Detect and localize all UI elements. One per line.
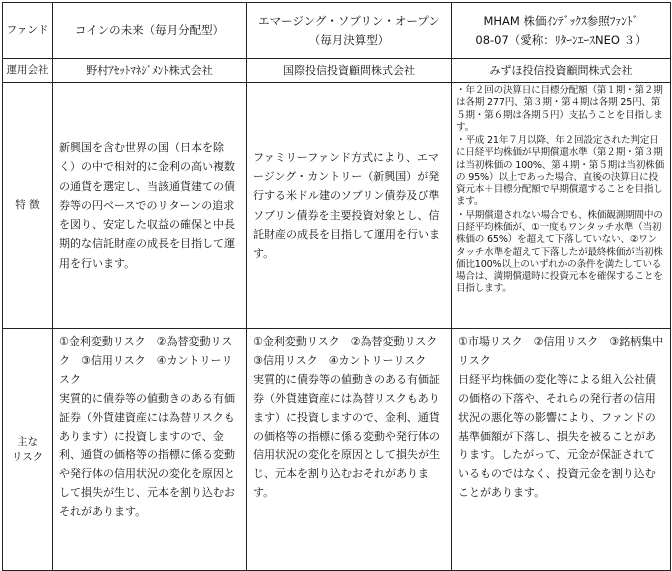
fund-1-features: 新興国を含む世界の国（日本を除く）の中で相対的に金利の高い複数の通貨を選定し、当該通貨建ての債券等の円ベースでのリターンの追求を図り、安定した収益の確保と中長期的な信託財産の成長を目指して運用を行います。 — [53, 83, 247, 329]
row-label-features: 特 徴 — [3, 83, 53, 329]
fund-2-features: ファミリーファンド方式により、エマージング・カントリー（新興国）が発行する米ドル建のソブリン債券及び準ソブリン債券を主要投資対象とし、信託財産の成長を目指して運用を行います。 — [247, 83, 452, 329]
row-label-company: 運用会社 — [3, 59, 53, 83]
fund-1-risks — [53, 329, 247, 571]
fund-2-risk-description: 実質的に債券等の値動きのある有価証券（外貨建資産には為替リスクもあります）に投資しますので、金利、通貨の価格等の指標に係る変動や発行体の信用状況の変化を原因として損失が生じ、元本を割り込むおそれがあります。 — [253, 372, 440, 500]
fund-1-company: 野村ｱｾｯﾄﾏﾈｼﾞﾒﾝﾄ株式会社 — [53, 59, 247, 83]
fund-3-risk-description: 日経平均株価の変化等による組入公社債の価格の下落や、それらの発行者の信用状況の悪化等の影響により、ファンドの基準価額が下落し、損失を被ることがあります。したがって、元金が保証されているものではなく、投資元金を割り込むことがあります。 — [458, 372, 656, 500]
row-label-risks-line2: リスク — [11, 450, 44, 463]
fund-3-risks — [452, 329, 671, 571]
fund-2-name-line2: （毎月決算型） — [308, 32, 390, 47]
fund-3-risk-list: ①市場リスク ②信用リスク ③銘柄集中リスク — [458, 335, 664, 367]
fund-2-risk-list: ①金利変動リスク ②為替変動リスク ③信用リスク ④カントリーリスク — [253, 335, 449, 367]
fund-2-company: 国際投信投資顧問株式会社 — [247, 59, 452, 83]
fund-3-features — [452, 83, 671, 329]
fund-3-feature-item: ・平成 21年７月以降、年２回設定された判定日に日経平均株価が早期償還水準（第２期・第３期は当初株価の 100%、第４期・第５期は当初株価の 95%）以上であった場合、直後の決算日に投資元本＋目標分配額で早期償還することを目指します。 — [456, 135, 664, 208]
fund-3-name — [452, 3, 671, 59]
fund-1-name — [53, 3, 247, 59]
company-row — [3, 59, 671, 83]
row-label-risks-line1: 主な — [17, 435, 38, 448]
fund-3-feature-item: ・早期償還されない場合でも、株価観測期間中の日経平均株価が、①一度もワンタッチ水準（当初株価の 65%）を超えて下落していない、②ワンタッチ水準を超えて下落したが最終株価が当初株価比100%以上のいずれかの条件を満たしている場合は、満期償還時に投資元本を確保することを目指します。 — [456, 209, 663, 295]
row-label-fund: ファンド — [3, 3, 53, 59]
fund-2-name — [247, 3, 452, 59]
fund-name-row — [3, 3, 671, 59]
fund-3-company: みずほ投信投資顧問株式会社 — [452, 59, 671, 83]
fund-comparison-table — [2, 2, 671, 571]
fund-3-feature-item: ・年２回の決算日に目標分配額（第１期・第２期は各期 277円、第３期・第４期は各期 25円、第５期・第６期は各期５円）支払うことを目指します。 — [456, 85, 663, 133]
fund-1-risk-list: ①金利変動リスク ②為替変動リスク ③信用リスク ④カントリーリスク — [59, 335, 233, 386]
fund-1-risk-description: 実質的に債券等の値動きのある有価証券（外貨建資産には為替リスクもあります）に投資しますので、金利、通貨の価格等の指標に係る変動や発行体の信用状況の変化を原因として損失が生じ、元本を割り込むおそれがあります。 — [59, 391, 235, 519]
fund-2-risks — [247, 329, 452, 571]
row-label-risks — [3, 329, 53, 571]
risks-row — [3, 329, 671, 571]
fund-3-name-line1: MHAM 株価ｲﾝﾃﾞｯｸｽ参照ﾌｧﾝﾄﾞ — [483, 14, 639, 29]
fund-3-name-line2: 08-07（愛称：ﾘﾀｰﾝｴｰｽNEO ３） — [475, 32, 647, 47]
fund-1-name-line1: コインの未来（毎月分配型） — [74, 23, 225, 38]
features-row — [3, 83, 671, 329]
fund-2-name-line1: エマージング・ソブリン・オープン — [258, 14, 440, 29]
